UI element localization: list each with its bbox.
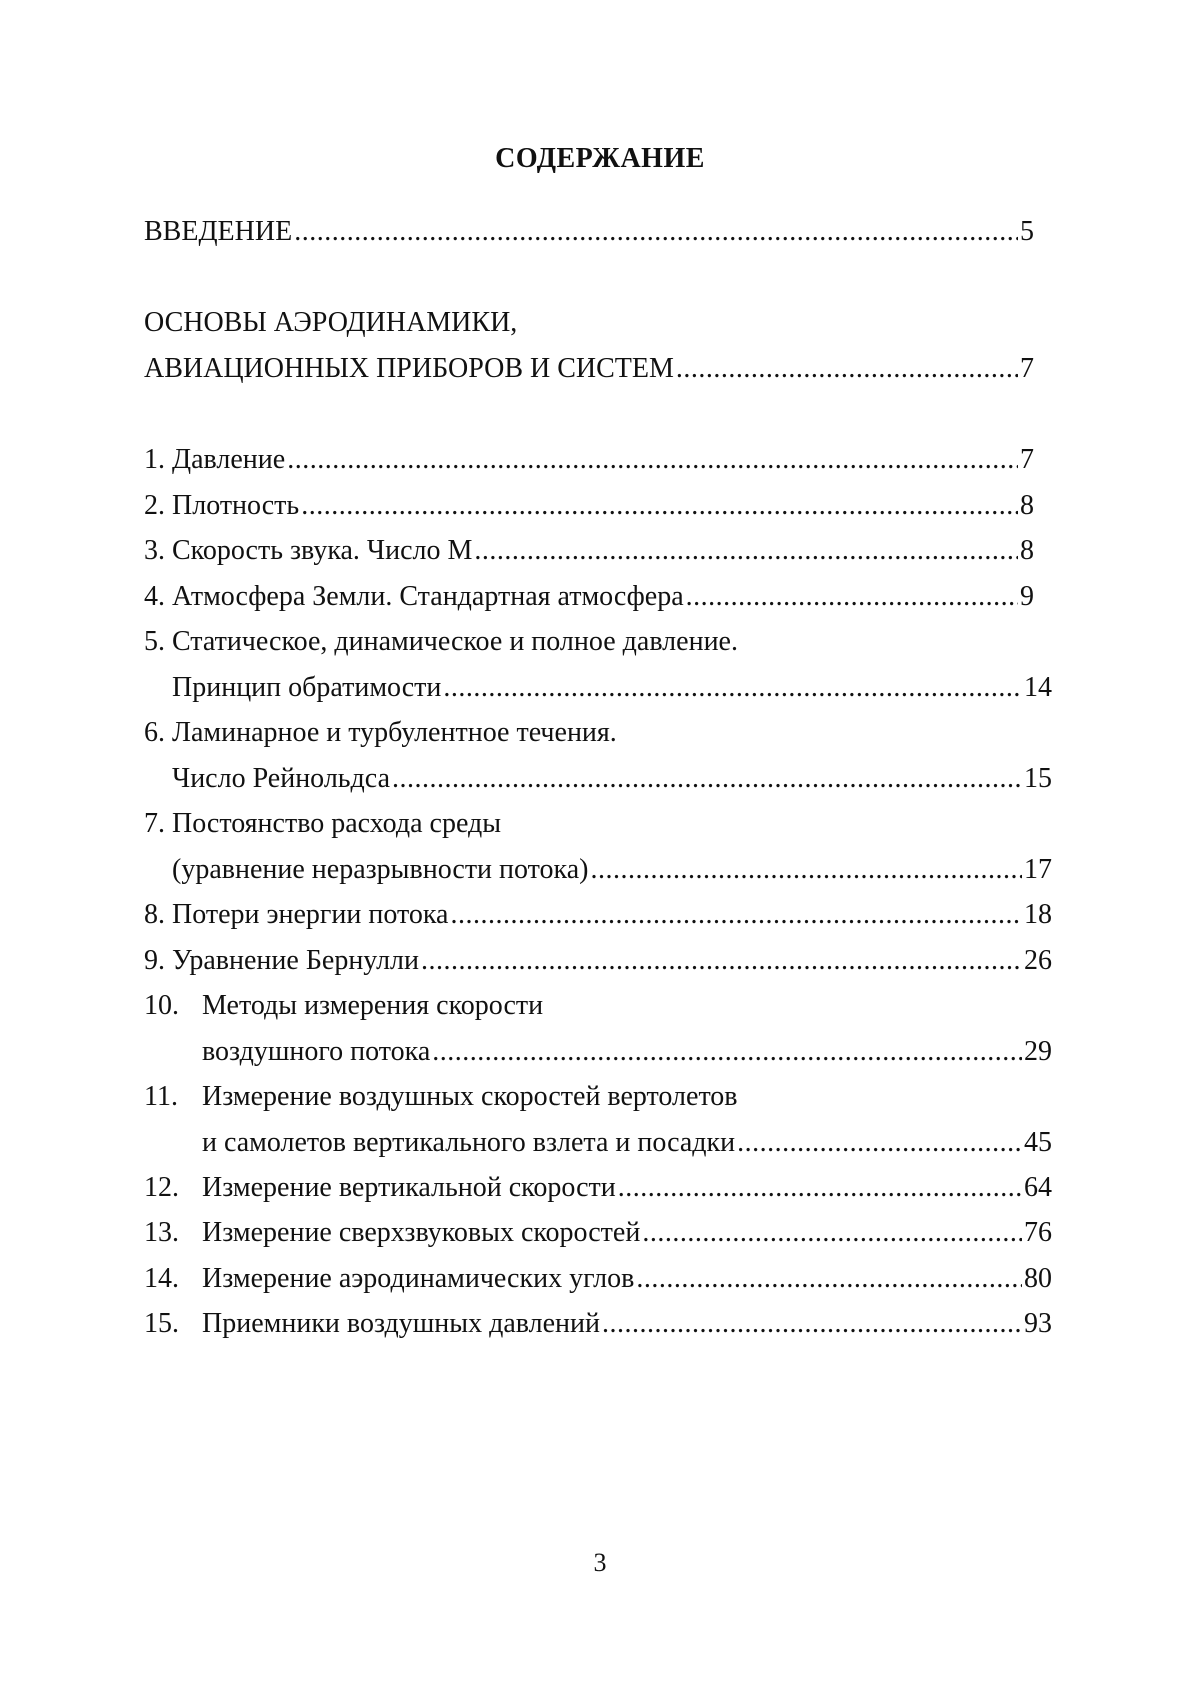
toc-entry-number: 13. (144, 1217, 179, 1248)
toc-entry-page: 17 (1024, 854, 1052, 885)
toc-entry-5-line1[interactable] (144, 622, 1052, 662)
toc-entry-text: Измерение воздушных скоростей вертолетов (202, 1081, 738, 1112)
toc-entry-14[interactable] (144, 1259, 1052, 1299)
toc-entry-text: Скорость звука. Число М (172, 535, 473, 566)
toc-entry-text: Приемники воздушных давлений (202, 1308, 600, 1339)
toc-entry-number: 4. (144, 581, 165, 612)
toc-entry-number: 8. (144, 899, 165, 930)
toc-entry-page: 9 (1020, 581, 1034, 612)
toc-entry-text: Уравнение Бернулли (172, 945, 420, 976)
toc-entry-text: Потери энергии потока (172, 899, 449, 930)
toc-entry-page: 8 (1020, 490, 1034, 521)
toc-entry-text: Число Рейнольдса (172, 763, 390, 794)
toc-entry-intro[interactable] (144, 212, 1034, 252)
toc-entry-text: Плотность (172, 490, 300, 521)
toc-entry-11[interactable] (144, 1123, 1052, 1163)
toc-entry-9[interactable] (144, 941, 1052, 981)
toc-entry-number: 1. (144, 444, 165, 475)
toc-entry-page: 64 (1024, 1172, 1052, 1203)
toc-entry-text: Измерение аэродинамических углов (202, 1263, 635, 1294)
toc-entry-8[interactable] (144, 895, 1052, 935)
toc-entry-page: 26 (1024, 945, 1052, 976)
toc-entry-page: 7 (1020, 444, 1034, 475)
leader-dots (590, 850, 1022, 890)
toc-entry-number: 10. (144, 990, 179, 1021)
leader-dots (443, 668, 1022, 708)
toc-entry-number: 3. (144, 535, 165, 566)
leader-dots (432, 1032, 1022, 1072)
toc-entry-text: Атмосфера Земли. Стандартная атмосфера (172, 581, 684, 612)
toc-entry-10-line1[interactable] (144, 986, 1052, 1026)
toc-entry-number: 6. (144, 717, 165, 748)
toc-entry-15[interactable] (144, 1304, 1052, 1344)
leader-dots (287, 440, 1018, 480)
toc-entry-10[interactable] (144, 1032, 1052, 1072)
toc-entry-number: 12. (144, 1172, 179, 1203)
toc-entry-text: Постоянство расхода среды (172, 808, 502, 839)
leader-dots (301, 486, 1018, 526)
toc-entry-text: АВИАЦИОННЫХ ПРИБОРОВ И СИСТЕМ (144, 353, 674, 384)
toc-entry-page: 7 (1020, 353, 1034, 384)
toc-entry-basics[interactable] (144, 349, 1034, 389)
toc-entry-12[interactable] (144, 1168, 1052, 1208)
toc-entry-page: 29 (1024, 1036, 1052, 1067)
leader-dots (737, 1123, 1022, 1163)
leader-dots (676, 349, 1018, 389)
toc-entry-7-line1[interactable] (144, 804, 1052, 844)
toc-entry-text: ВВЕДЕНИЕ (144, 216, 293, 247)
toc-entry-text: Измерение вертикальной скорости (202, 1172, 616, 1203)
toc-entry-5[interactable] (144, 668, 1052, 708)
toc-entry-text: и самолетов вертикального взлета и посадки (202, 1127, 736, 1158)
leader-dots (686, 577, 1018, 617)
toc-entry-number: 14. (144, 1263, 179, 1294)
toc-entry-2[interactable] (144, 486, 1034, 526)
leader-dots (602, 1304, 1022, 1344)
toc-entry-number: 2. (144, 490, 165, 521)
toc-entry-page: 15 (1024, 763, 1052, 794)
toc-entry-text: (уравнение неразрывности потока) (172, 854, 589, 885)
toc-entry-13[interactable] (144, 1213, 1052, 1253)
toc-entry-page: 18 (1024, 899, 1052, 930)
toc-entry-text: Измерение сверхзвуковых скоростей (202, 1217, 641, 1248)
leader-dots (642, 1213, 1022, 1253)
leader-dots (618, 1168, 1022, 1208)
toc-entry-7[interactable] (144, 850, 1052, 890)
toc-entry-number: 5. (144, 626, 165, 657)
toc-entry-basics-line1[interactable] (144, 303, 1052, 343)
leader-dots (294, 212, 1018, 252)
page-number: 3 (593, 1548, 607, 1577)
toc-entry-page: 14 (1024, 672, 1052, 703)
toc-entry-number: 9. (144, 945, 165, 976)
toc-entry-number: 11. (144, 1081, 178, 1112)
toc-entry-page: 76 (1024, 1217, 1052, 1248)
toc-entry-6[interactable] (144, 759, 1052, 799)
toc-entry-page: 5 (1020, 216, 1034, 247)
toc-entry-text: Статическое, динамическое и полное давление. (172, 626, 738, 657)
toc-entry-3[interactable] (144, 531, 1034, 571)
toc-entry-text: Ламинарное и турбулентное течения. (172, 717, 617, 748)
toc-entry-text: воздушного потока (202, 1036, 431, 1067)
toc-entry-page: 45 (1024, 1127, 1052, 1158)
leader-dots (392, 759, 1022, 799)
toc-entry-text: Принцип обратимости (172, 672, 442, 703)
toc-entry-page: 8 (1020, 535, 1034, 566)
leader-dots (636, 1259, 1022, 1299)
toc-entry-number: 15. (144, 1308, 179, 1339)
toc-entry-11-line1[interactable] (144, 1077, 1052, 1117)
toc-entry-4[interactable] (144, 577, 1034, 617)
leader-dots (474, 531, 1018, 571)
toc-entry-page: 80 (1024, 1263, 1052, 1294)
toc-entry-6-line1[interactable] (144, 713, 1052, 753)
toc-entry-text: ОСНОВЫ АЭРОДИНАМИКИ, (144, 307, 518, 338)
leader-dots (421, 941, 1022, 981)
leader-dots (450, 895, 1022, 935)
toc-entry-1[interactable] (144, 440, 1034, 480)
toc-entry-text: Давление (172, 444, 286, 475)
toc-title: СОДЕРЖАНИЕ (495, 143, 705, 174)
toc-entry-number: 7. (144, 808, 165, 839)
toc-entry-text: Методы измерения скорости (202, 990, 544, 1021)
toc-entry-page: 93 (1024, 1308, 1052, 1339)
